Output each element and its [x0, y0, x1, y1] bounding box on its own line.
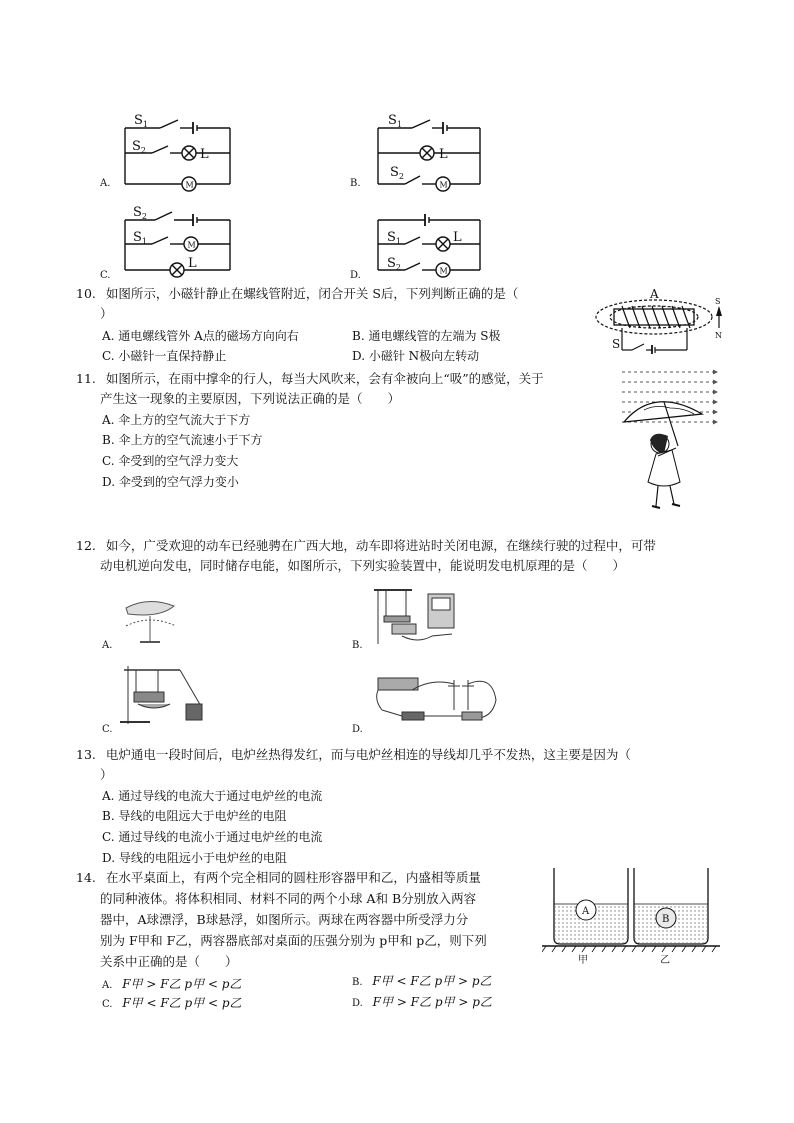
svg-text:S2: $S_2$ — [390, 165, 404, 181]
container-right-label: 乙 — [660, 955, 670, 966]
svg-text:S1: $S_1$ — [387, 230, 401, 246]
q14-stem-line4: 别为 F甲和 F乙，两容器底部对桌面的压强分别为 p甲和 p乙，则下列 — [100, 933, 487, 948]
q12-stem-line1: 如今，广受欢迎的动车已经驰骋在广西大地，动车即将进站时关闭电源，在继续行驶的过程中，可带 — [105, 538, 656, 553]
q14-option-c-label: C. — [102, 999, 113, 1010]
circuit-b-diagram — [350, 108, 490, 196]
q11-option-b[interactable]: B. 伞上方的空气流速小于下方 — [102, 433, 263, 447]
q14-number: 14. — [76, 870, 96, 885]
q14-option-b[interactable] — [352, 972, 492, 992]
experiment-c-figure — [120, 664, 210, 726]
svg-text:M: M — [439, 266, 448, 276]
q13-option-c[interactable]: C. 通过导线的电流小于通过电炉丝的电流 — [102, 830, 323, 844]
q14-stem-line1: 在水平桌面上，有两个完全相同的圆柱形容器甲和乙，内盛相等质量 — [105, 870, 481, 885]
option-label-b: B. — [350, 178, 361, 189]
q14-option-d-label: D. — [352, 998, 363, 1009]
lamp-label: L — [200, 147, 209, 162]
circuit-c — [100, 200, 240, 288]
svg-text:S1: $S_1$ — [388, 113, 402, 129]
q13-stem-line2: ） — [100, 767, 113, 782]
circuit-b — [350, 108, 490, 196]
option-label-c: C. — [100, 270, 111, 281]
ball-b-label: B — [662, 914, 670, 925]
q14-option-a-text: F甲 > F乙 p甲 < p乙 — [122, 977, 242, 991]
q14-stem-line3: 器中，A球漂浮，B球悬浮，如图所示。两球在两容器中所受浮力分 — [100, 912, 469, 927]
circuit-a-diagram — [100, 108, 240, 196]
point-a-label: A — [650, 287, 659, 301]
q14-option-c-text: F甲 < F乙 p甲 < p乙 — [122, 996, 242, 1010]
q14-option-b-text: F甲 < F乙 p甲 > p乙 — [372, 974, 492, 988]
circuit-d-diagram — [350, 200, 490, 288]
svg-text:S1: $S_1$ — [133, 230, 147, 246]
q10-option-a[interactable]: A. 通电螺线管外 A点的磁场方向向右 — [102, 329, 299, 343]
q10-stem-line2: ） — [100, 306, 113, 321]
switch-label: S — [612, 337, 621, 351]
q11-option-c[interactable]: C. 伞受到的空气浮力变大 — [102, 454, 239, 468]
q10-stem — [76, 284, 586, 304]
q11-number: 11. — [76, 371, 96, 386]
svg-text:M: M — [187, 240, 196, 250]
svg-text:S2: $S_2$ — [133, 205, 147, 221]
circuit-c-diagram — [100, 200, 240, 288]
svg-text:M: M — [439, 180, 448, 190]
q12-option-b[interactable]: B. — [352, 640, 363, 651]
q13-number: 13. — [76, 747, 96, 762]
experiment-b-figure — [372, 586, 462, 648]
option-label-d: D. — [350, 270, 361, 281]
q12-stem-line2: 动电机逆向发电，同时储存电能，如图所示，下列实验装置中，能说明发电机原理的是（ ） — [100, 558, 626, 573]
circuit-a — [100, 108, 240, 196]
motor-label: M — [185, 180, 194, 190]
q12-option-c[interactable]: C. — [102, 724, 113, 735]
q13-stem — [76, 745, 716, 765]
container-left-label: 甲 — [578, 955, 588, 966]
q12-option-a[interactable]: A. — [102, 640, 113, 651]
q11-stem-line1: 如图所示，在雨中撑伞的行人，每当大风吹来，会有伞被向上“吸”的感觉，关于 — [105, 371, 544, 386]
option-label-a: A. — [100, 178, 111, 189]
q14-stem-line5: 关系中正确的是（ ） — [100, 954, 238, 969]
svg-text:L: L — [453, 230, 462, 245]
ball-a-label: A — [582, 906, 590, 917]
q12-stem — [76, 536, 716, 556]
q13-option-d[interactable]: D. 导线的电阻远小于电炉丝的电阻 — [102, 851, 287, 865]
q14-option-b-label: B. — [352, 977, 363, 988]
q12-number: 12. — [76, 538, 96, 553]
q14-stem-line2: 的同种液体。将体积相同、材料不同的两个小球 A和 B分别放入两容 — [100, 891, 477, 906]
q11-option-a[interactable]: A. 伞上方的空气流大于下方 — [102, 413, 251, 427]
compass-s-label: S — [715, 297, 721, 306]
containers-figure — [542, 866, 722, 966]
compass-n-label: N — [715, 331, 722, 340]
q13-option-a[interactable]: A. 通过导线的电流大于通过电炉丝的电流 — [102, 789, 323, 803]
circuit-d — [350, 200, 490, 288]
q11-stem — [76, 369, 616, 389]
q11-option-d[interactable]: D. 伞受到的空气浮力变小 — [102, 475, 239, 489]
q14-stem — [76, 868, 536, 888]
q10-option-d[interactable]: D. 小磁针 N极向左转动 — [352, 349, 480, 363]
q14-option-d[interactable] — [352, 993, 492, 1013]
q12-option-d[interactable]: D. — [352, 724, 363, 735]
q13-option-b[interactable]: B. 导线的电阻远大于电炉丝的电阻 — [102, 809, 287, 823]
q14-option-a-label: A. — [102, 980, 113, 991]
q14-option-c[interactable] — [102, 994, 242, 1014]
svg-text:L: L — [188, 256, 197, 271]
q10-stem-line1: 如图所示，小磁针静止在螺线管附近，闭合开关 S后，下列判断正确的是（ — [105, 286, 519, 301]
switch-s1-label: $S_1$ — [134, 113, 148, 129]
q10-option-b[interactable]: B. 通电螺线管的左端为 S极 — [352, 329, 501, 343]
q11-stem-line2: 产生这一现象的主要原因，下列说法正确的是（ ） — [100, 391, 401, 406]
solenoid-figure — [592, 284, 732, 354]
experiment-a-figure — [120, 594, 190, 654]
q10-option-c[interactable]: C. 小磁针一直保持静止 — [102, 349, 227, 363]
q14-option-a[interactable] — [102, 975, 241, 995]
q10-number: 10. — [76, 286, 96, 301]
svg-text:L: L — [439, 147, 448, 162]
switch-s2-label: $S_2$ — [132, 139, 146, 155]
q13-stem-line1: 电炉通电一段时间后，电炉丝热得发红，而与电炉丝相连的导线却几乎不发热，这主要是因为（ — [105, 747, 631, 762]
experiment-d-figure — [372, 670, 502, 728]
svg-text:S2: $S_2$ — [387, 256, 401, 272]
umbrella-figure — [614, 364, 724, 514]
q14-option-d-text: F甲 > F乙 p甲 > p乙 — [372, 995, 492, 1009]
